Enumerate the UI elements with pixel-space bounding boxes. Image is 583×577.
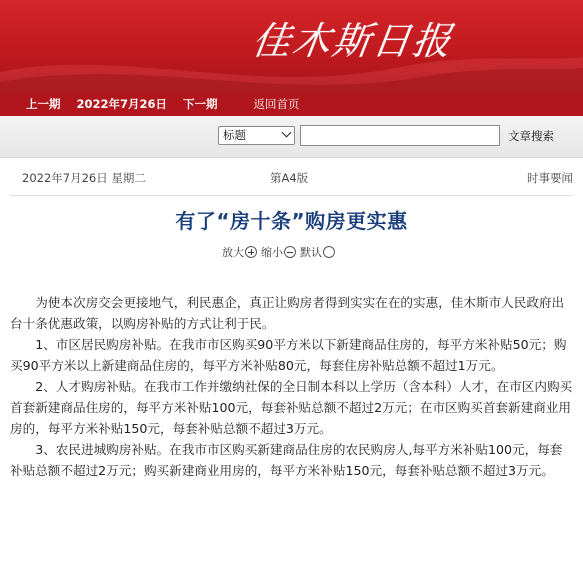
search-field-selected: 标题 [223, 128, 246, 142]
chevron-down-icon [282, 128, 292, 138]
circle-icon [323, 246, 335, 258]
publish-date: 2022年7月26日 星期二 [22, 171, 146, 185]
zoom-in-label: 放大 [222, 246, 244, 259]
zoom-default-label: 默认 [300, 246, 322, 259]
search-input[interactable] [300, 125, 500, 146]
section-name: 时事要闻 [527, 171, 573, 185]
masthead [0, 0, 583, 92]
newspaper-logo[interactable]: 佳木斯日报 [249, 19, 456, 63]
article-search-button[interactable]: 文章搜索 [508, 129, 554, 143]
zoom-out-label: 缩小 [261, 246, 283, 259]
search-field-select[interactable] [218, 126, 295, 145]
article-paragraph: 3、农民进城购房补贴。在我市市区购买新建商品住房的农民购房人,每平方米补贴100元，每套补贴总额不超过2万元；购买新建商业用房的，每平方米补贴150元，每套补贴总额不超过3万元。 [10, 442, 563, 478]
search-bar [0, 116, 583, 158]
article-paragraph: 为使本次房交会更接地气，利民惠企，真正让购房者得到实实在在的实惠，佳木斯市人民政府出台十条优惠政策，以购房补贴的方式让利于民。 [10, 295, 565, 331]
plus-circle-icon [245, 246, 257, 258]
page-number[interactable]: 第A4版 [270, 171, 309, 185]
article-paragraph: 1、市区居民购房补贴。在我市市区购买90平方米以下新建商品住房的，每平方米补贴50元；购买90平方米以上新建商品住房的，每平方米补贴80元，每套住房补贴总额不超过1万元。 [10, 337, 567, 373]
prev-issue-link[interactable]: 上一期 [26, 97, 61, 111]
divider [10, 195, 573, 196]
home-link[interactable]: 返回首页 [253, 97, 300, 111]
zoom-out-button[interactable] [261, 244, 296, 260]
article-paragraph: 2、人才购房补贴。在我市工作并缴纳社保的全日制本科以上学历（含本科）人才，在市区内购买首套新建商品住房的，每平方米补贴100元，每套补贴总额不超过2万元；在市区购买首套新建商业用房的，每平方米补贴150元，每套补贴总额不超过3万元。 [10, 379, 573, 436]
issue-info-line [0, 170, 583, 186]
issue-nav-bar [0, 92, 583, 116]
article-body [10, 292, 573, 481]
minus-circle-icon [284, 246, 296, 258]
font-size-controls [222, 244, 339, 260]
issue-date: 2022年7月26日 [76, 97, 168, 111]
article-title: 有了“房十条”购房更实惠 [175, 209, 408, 233]
zoom-default-button[interactable] [300, 244, 335, 260]
next-issue-link[interactable]: 下一期 [183, 97, 218, 111]
zoom-in-button[interactable] [222, 244, 257, 260]
